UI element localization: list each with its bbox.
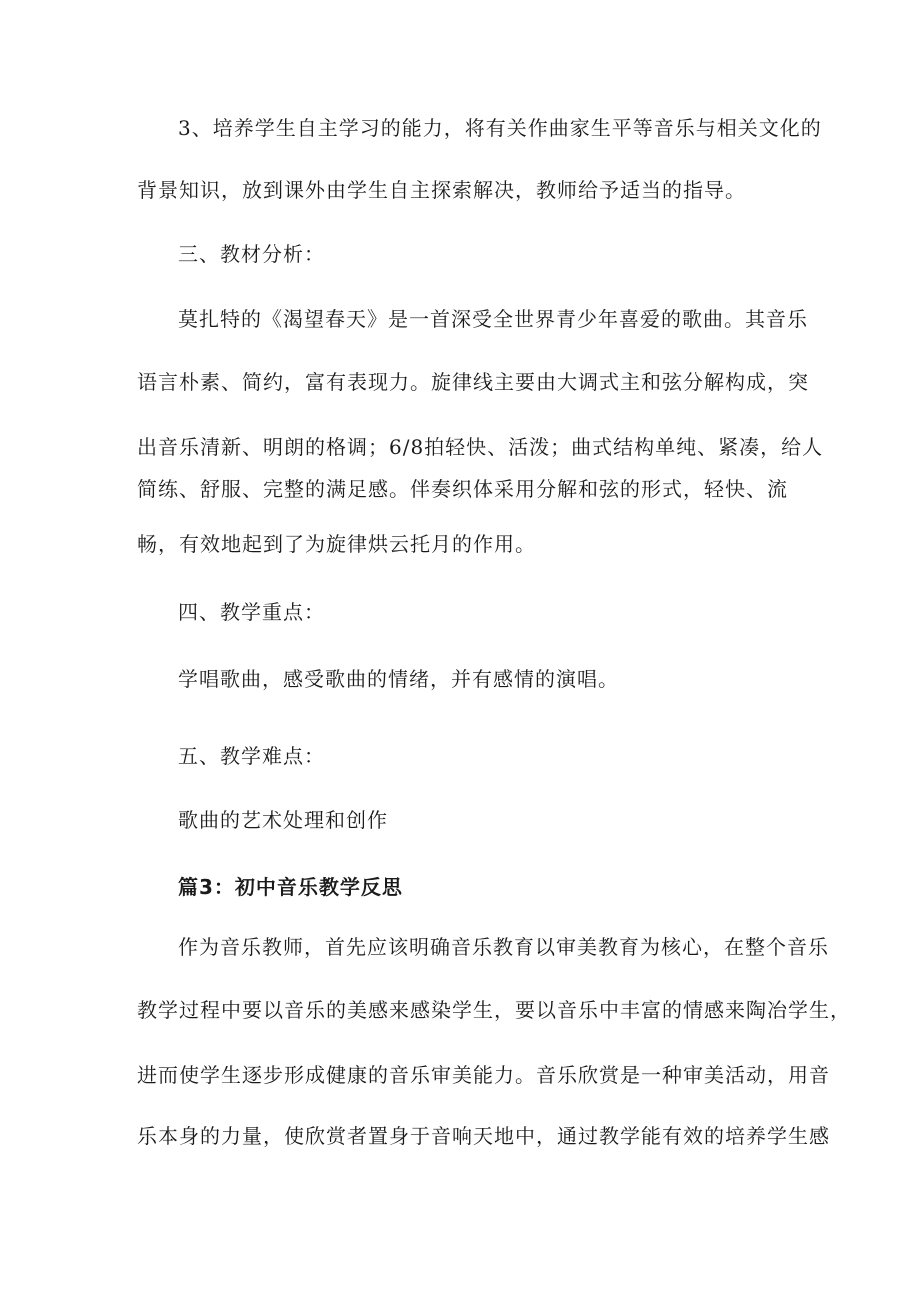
section-heading: 四、教学重点： [178, 600, 325, 624]
text-line: 教学过程中要以音乐的美感来感染学生，要以音乐中丰富的情感来陶冶学生， [137, 998, 851, 1022]
text-line: 畅，有效地起到了为旋律烘云托月的作用。 [137, 532, 536, 556]
text-line: 作为音乐教师，首先应该明确音乐教育以审美教育为核心，在整个音乐 [178, 935, 829, 959]
text-line: 乐本身的力量，使欣赏者置身于音响天地中，通过教学能有效的培养学生感 [137, 1124, 830, 1148]
chapter-heading: 篇3：初中音乐教学反思 [178, 875, 403, 899]
text-line: 出音乐清新、明朗的格调；6/8拍轻快、活泼；曲式结构单纯、紧凑，给人 [137, 435, 824, 459]
text-line: 学唱歌曲，感受歌曲的情绪，并有感情的演唱。 [178, 667, 619, 691]
text-line: 歌曲的艺术处理和创作 [178, 808, 388, 832]
text-line: 进而使学生逐步形成健康的音乐审美能力。音乐欣赏是一种审美活动，用音 [137, 1063, 830, 1087]
section-heading: 五、教学难点： [178, 744, 325, 768]
text-line: 莫扎特的《渴望春天》是一首深受全世界青少年喜爱的歌曲。其音乐 [178, 307, 808, 331]
text-line: 简练、舒服、完整的满足感。伴奏织体采用分解和弦的形式，轻快、流 [137, 477, 788, 501]
text-line: 语言朴素、简约，富有表现力。旋律线主要由大调式主和弦分解构成，突 [137, 370, 809, 394]
section-heading: 三、教材分析： [178, 242, 325, 266]
text-line: 3、培养学生自主学习的能力，将有关作曲家生平等音乐与相关文化的 [178, 116, 822, 140]
text-line: 背景知识，放到课外由学生自主探索解决，教师给予适当的指导。 [137, 178, 746, 202]
